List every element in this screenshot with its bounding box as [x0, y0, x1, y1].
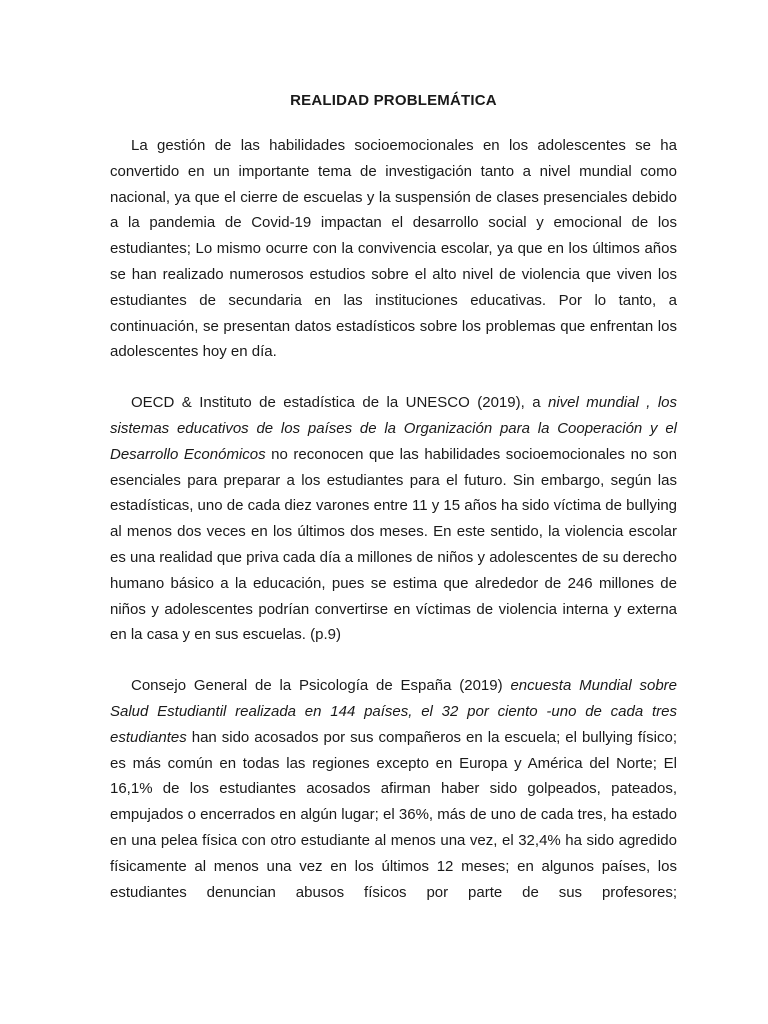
- paragraph-2: [110, 390, 677, 648]
- paragraph-3: [110, 673, 677, 905]
- paragraph-2-italic: nivel mundial , los sistemas educativos de los países de la Organización para la Cooperación y el Desarrollo Económicos: [110, 394, 677, 463]
- paragraph-3-italic: encuesta Mundial sobre Salud Estudiantil realizada en 144 países, el 32 por ciento -uno de cada tres estudiantes: [110, 677, 678, 746]
- paragraph-3-text-b: han sido acosados por sus compañeros en la escuela; el bullying físico; es más común en todas las regiones excepto en Europa y América del Norte; El 16,1% de los estudiantes acosados afirman haber sido golpeados, pateados, empujados o encerrados en algún lugar; el 36%, más de uno de cada tres, ha estado en una pelea física con otro estudiante al menos una vez, el 32,4% ha sido agredido físicamente al menos una vez en los últimos 12 meses; en algunos países, los estudiantes denuncian abusos físicos por parte de sus profesores;: [110, 728, 677, 901]
- paragraph-2-text-b: no reconocen que las habilidades socioemocionales no son esenciales para preparar a los estudiantes para el futuro. Sin embargo, según las estadísticas, uno de cada diez varones entre 11 y 15 años ha sido víctima de bullying al menos dos veces en los últimos dos meses. En este sentido, la violencia escolar es una realidad que priva cada día a millones de niños y adolescentes de su derecho humano básico a la educación, pues se estima que alrededor de 246 millones de niños y adolescentes podrían convertirse en víctimas de violencia interna y externa en la casa y en sus escuelas. (p.9): [110, 445, 677, 644]
- document-title: REALIDAD PROBLEMÁTICA: [290, 92, 497, 109]
- document-page: [110, 88, 677, 905]
- paragraph-3-text-a: Consejo General de la Psicología de España (2019): [131, 677, 511, 695]
- paragraph-2-text-a: OECD & Instituto de estadística de la UNESCO (2019), a: [131, 394, 548, 412]
- paragraph-1-text: La gestión de las habilidades socioemocionales en los adolescentes se ha convertido en un importante tema de investigación tanto a nivel mundial como nacional, ya que el cierre de escuelas y la suspensión de clases presenciales debido a la pandemia de Covid-19 impactan el desarrollo social y emocional de los estudiantes; Lo mismo ocurre con la convivencia escolar, ya que en los últimos años se han realizado numerosos estudios sobre el alto nivel de violencia que viven los estudiantes de secundaria en las instituciones educativas. Por lo tanto, a continuación, se presentan datos estadísticos sobre los problemas que enfrentan los adolescentes hoy en día.: [110, 137, 677, 361]
- paragraph-1: [110, 133, 677, 365]
